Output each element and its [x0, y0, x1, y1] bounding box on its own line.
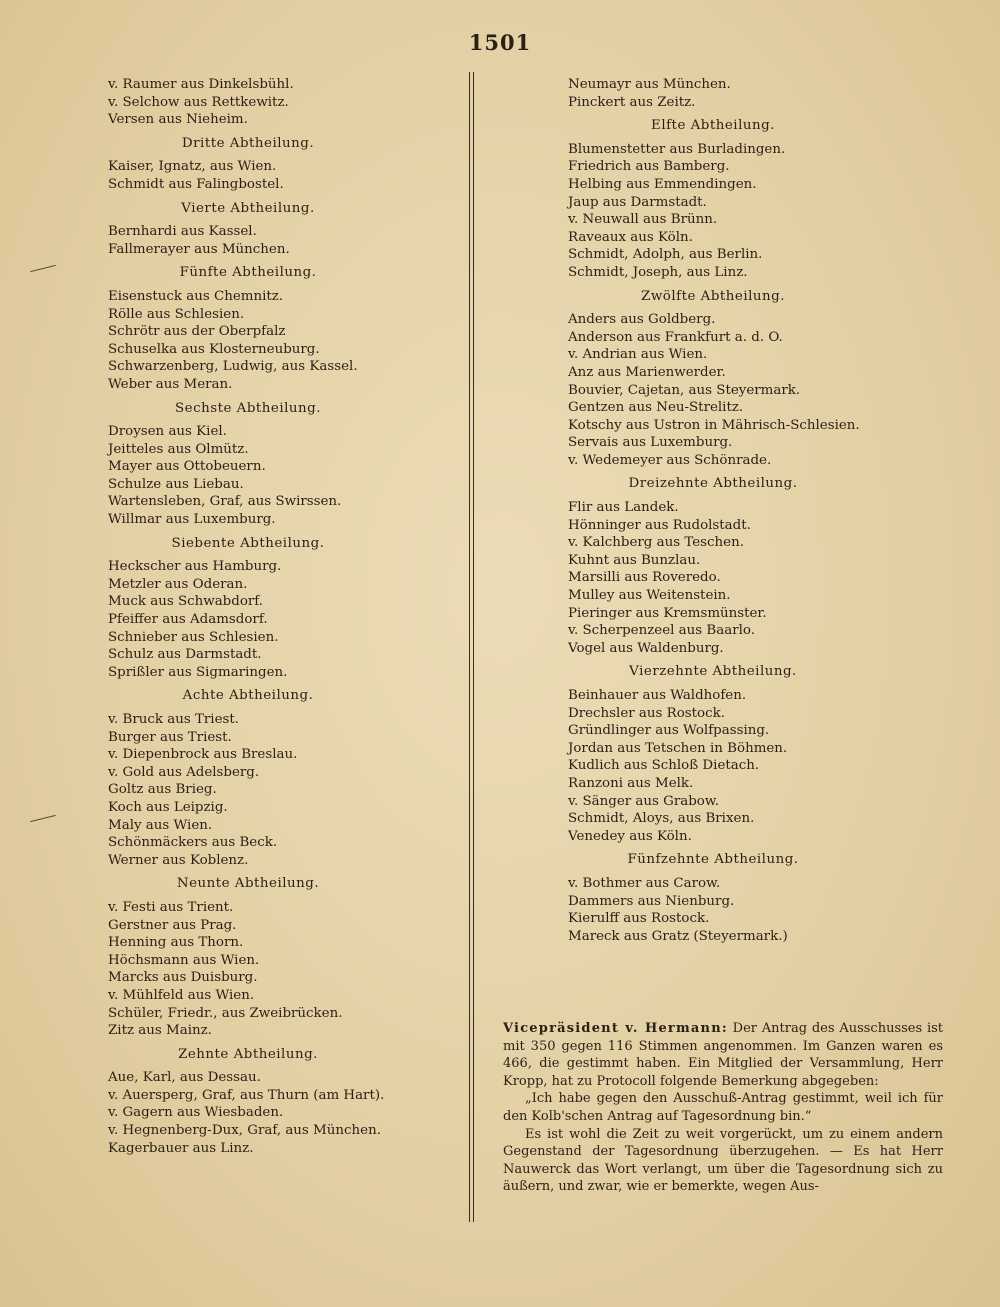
section-heading: Fünfte Abtheilung. — [179, 265, 317, 281]
member-entry: Gründlinger aus Wolfpassing. — [568, 723, 770, 739]
announcement-quote: „Ich habe gegen den Ausschuß-Antrag gestimmt, weil ich für den Kolb'schen Antrag auf Tagesordnung bin.“ — [503, 1091, 943, 1124]
section-heading: Dritte Abtheilung. — [181, 135, 315, 151]
member-entry: Flir aus Landek. — [568, 500, 679, 516]
member-entry: Wartensleben, Graf, aus Swirssen. — [108, 494, 342, 510]
section-heading: Vierzehnte Abtheilung. — [629, 664, 797, 680]
member-entry: Anderson aus Frankfurt a. d. O. — [568, 329, 783, 345]
member-entry: Gerstner aus Prag. — [108, 917, 237, 933]
member-entry: Mulley aus Weitenstein. — [568, 588, 731, 604]
member-entry: Koch aus Leipzig. — [108, 799, 228, 815]
member-entry: Venedey aus Köln. — [568, 828, 692, 844]
margin-pencil-mark — [30, 815, 55, 822]
member-entry: v. Auersperg, Graf, aus Thurn (am Hart). — [108, 1087, 385, 1103]
page-number: 1501 — [468, 30, 532, 55]
member-entry: Schmidt aus Falingbostel. — [108, 176, 284, 192]
member-entry: Schwarzenberg, Ludwig, aus Kassel. — [108, 359, 358, 375]
member-entry: v. Kalchberg aus Teschen. — [568, 535, 744, 551]
member-entry: Kaiser, Ignatz, aus Wien. — [108, 159, 277, 175]
member-entry: v. Diepenbrock aus Breslau. — [108, 747, 298, 763]
member-entry: Servais aus Luxemburg. — [568, 435, 733, 451]
member-entry: Schüler, Friedr., aus Zweibrücken. — [108, 1005, 343, 1021]
member-entry: Kotschy aus Ustron in Mährisch-Schlesien. — [568, 417, 860, 433]
member-entry: v. Scherpenzeel aus Baarlo. — [568, 623, 755, 639]
member-entry: Droysen aus Kiel. — [108, 424, 227, 440]
member-entry: v. Raumer aus Dinkelsbühl. — [108, 77, 294, 92]
margin-pencil-mark — [30, 265, 55, 272]
member-entry: Schulz aus Darmstadt. — [108, 647, 262, 663]
member-entry: v. Gagern aus Wiesbaden. — [108, 1105, 284, 1121]
member-entry: Blumenstetter aus Burladingen. — [568, 141, 786, 157]
member-entry: v. Gold aus Adelsberg. — [108, 764, 260, 780]
member-entry: Heckscher aus Hamburg. — [108, 559, 282, 575]
member-entry: Kierulff aus Rostock. — [568, 911, 710, 927]
member-entry: Goltz aus Brieg. — [108, 782, 217, 798]
section-heading: Dreizehnte Abtheilung. — [628, 476, 798, 492]
announcement-text-1: Der Antrag des Ausschusses ist mit 350 gegen 116 Stimmen angenommen. Im Ganzen waren es 466, die gestimmt haben. Ein Mitglied der Versammlung, Herr Kropp, hat zu Protocoll folgende Bemerkung abgegeben: — [503, 1021, 943, 1089]
member-entry: Raveaux aus Köln. — [568, 229, 693, 245]
column-divider-inner — [473, 72, 474, 1222]
member-entry: Schönmäckers aus Beck. — [108, 835, 278, 851]
member-entry: Mayer aus Ottobeuern. — [108, 459, 266, 475]
announcement — [503, 1020, 943, 1196]
section-heading: Elfte Abtheilung. — [651, 118, 775, 134]
member-entry: Dammers aus Nienburg. — [568, 893, 735, 909]
section-heading: Zwölfte Abtheilung. — [641, 288, 785, 304]
announcement-paragraph-2: Es ist wohl die Zeit zu weit vorgerückt, um zu einem andern Gegenstand der Tagesordnung überzugehen. — Es hat Herr Nauwerck das Wort verlangt, um über die Tagesordnung sich zu äußern, und zwar, wie er bemerkte, wegen Aus- — [503, 1126, 943, 1195]
member-entry: Höchsmann aus Wien. — [108, 952, 260, 968]
member-entry: Schuselka aus Klosterneuburg. — [108, 341, 320, 357]
member-entry: v. Selchow aus Rettkewitz. — [108, 94, 289, 110]
member-entry: Maly aus Wien. — [108, 817, 213, 833]
member-entry: Kagerbauer aus Linz. — [108, 1140, 254, 1156]
member-entry: Jaup aus Darmstadt. — [568, 194, 707, 210]
member-entry: Marsilli aus Roveredo. — [568, 570, 721, 586]
member-entry: v. Andrian aus Wien. — [568, 347, 708, 363]
member-entry: Neumayr aus München. — [568, 77, 731, 92]
member-entry: Pfeiffer aus Adamsdorf. — [108, 612, 268, 628]
member-entry: Drechsler aus Rostock. — [568, 705, 725, 721]
section-heading: Sechste Abtheilung. — [175, 400, 321, 416]
member-entry: Fallmerayer aus München. — [108, 241, 290, 257]
member-entry: Jordan aus Tetschen in Böhmen. — [568, 740, 788, 756]
section-heading: Vierte Abtheilung. — [181, 200, 315, 216]
member-entry: Bouvier, Cajetan, aus Steyermark. — [568, 382, 801, 398]
member-entry: Schmidt, Adolph, aus Berlin. — [568, 247, 763, 263]
member-entry: Mareck aus Gratz (Steyermark.) — [568, 928, 788, 944]
member-entry: Pieringer aus Kremsmünster. — [568, 605, 767, 621]
section-heading: Neunte Abtheilung. — [176, 876, 320, 892]
section-heading: Achte Abtheilung. — [182, 688, 314, 704]
member-entry: Beinhauer aus Waldhofen. — [568, 688, 747, 703]
member-entry: Schnieber aus Schlesien. — [108, 629, 279, 645]
announcement-paragraph-1 — [503, 1020, 943, 1090]
member-entry: v. Festi aus Trient. — [108, 899, 234, 915]
member-entry: Vogel aus Waldenburg. — [568, 640, 724, 656]
member-entry: Burger aus Triest. — [108, 729, 232, 745]
member-entry: Metzler aus Oderan. — [108, 576, 248, 592]
section-heading: Siebente Abtheilung. — [171, 535, 325, 551]
member-entry: v. Mühlfeld aus Wien. — [108, 987, 255, 1003]
member-entry: v. Neuwall aus Brünn. — [568, 212, 718, 228]
member-entry: Versen aus Nieheim. — [108, 112, 248, 128]
member-entry: Werner aus Koblenz. — [108, 852, 249, 868]
section-heading: Zehnte Abtheilung. — [178, 1046, 318, 1062]
member-entry: Schulze aus Liebau. — [108, 476, 244, 492]
member-entry: Friedrich aus Bamberg. — [568, 159, 730, 175]
member-entry: Weber aus Meran. — [108, 376, 233, 392]
speaker-name: Vicepräsident v. Hermann: — [503, 1021, 728, 1036]
member-entry: v. Bothmer aus Carow. — [568, 875, 721, 891]
member-entry: Schrötr aus der Oberpfalz — [108, 324, 286, 340]
member-entry: Helbing aus Emmendingen. — [568, 176, 757, 192]
member-entry: Anz aus Marienwerder. — [568, 364, 726, 380]
column-divider — [469, 72, 470, 1222]
member-entry: v. Wedemeyer aus Schönrade. — [568, 452, 772, 468]
member-entry: Schmidt, Joseph, aus Linz. — [568, 264, 748, 280]
right-column — [568, 76, 898, 945]
member-entry: Schmidt, Aloys, aus Brixen. — [568, 811, 755, 827]
member-entry: Pinckert aus Zeitz. — [568, 94, 696, 110]
member-entry: Sprißler aus Sigmaringen. — [108, 664, 288, 680]
member-entry: Bernhardi aus Kassel. — [108, 224, 257, 240]
member-entry: Ranzoni aus Melk. — [568, 775, 694, 791]
member-entry: Hönninger aus Rudolstadt. — [568, 517, 751, 533]
member-entry: Jeitteles aus Olmütz. — [108, 441, 249, 457]
member-entry: Rölle aus Schlesien. — [108, 306, 245, 322]
member-entry: Aue, Karl, aus Dessau. — [108, 1070, 261, 1086]
member-entry: Eisenstuck aus Chemnitz. — [108, 288, 284, 304]
member-entry: Willmar aus Luxemburg. — [108, 512, 276, 528]
member-entry: Marcks aus Duisburg. — [108, 970, 258, 986]
member-entry: Anders aus Goldberg. — [568, 312, 716, 328]
member-entry: v. Sänger aus Grabow. — [568, 793, 720, 809]
member-entry: v. Hegnenberg-Dux, Graf, aus München. — [108, 1123, 381, 1139]
section-heading: Fünfzehnte Abtheilung. — [627, 852, 799, 868]
member-entry: Zitz aus Mainz. — [108, 1023, 212, 1039]
member-entry: Kuhnt aus Bunzlau. — [568, 552, 701, 568]
left-column — [108, 76, 448, 1157]
member-entry: Gentzen aus Neu-Strelitz. — [568, 400, 744, 416]
member-entry: Kudlich aus Schloß Dietach. — [568, 758, 760, 774]
member-entry: Henning aus Thorn. — [108, 935, 244, 951]
member-entry: v. Bruck aus Triest. — [108, 712, 240, 727]
member-entry: Muck aus Schwabdorf. — [108, 594, 264, 610]
